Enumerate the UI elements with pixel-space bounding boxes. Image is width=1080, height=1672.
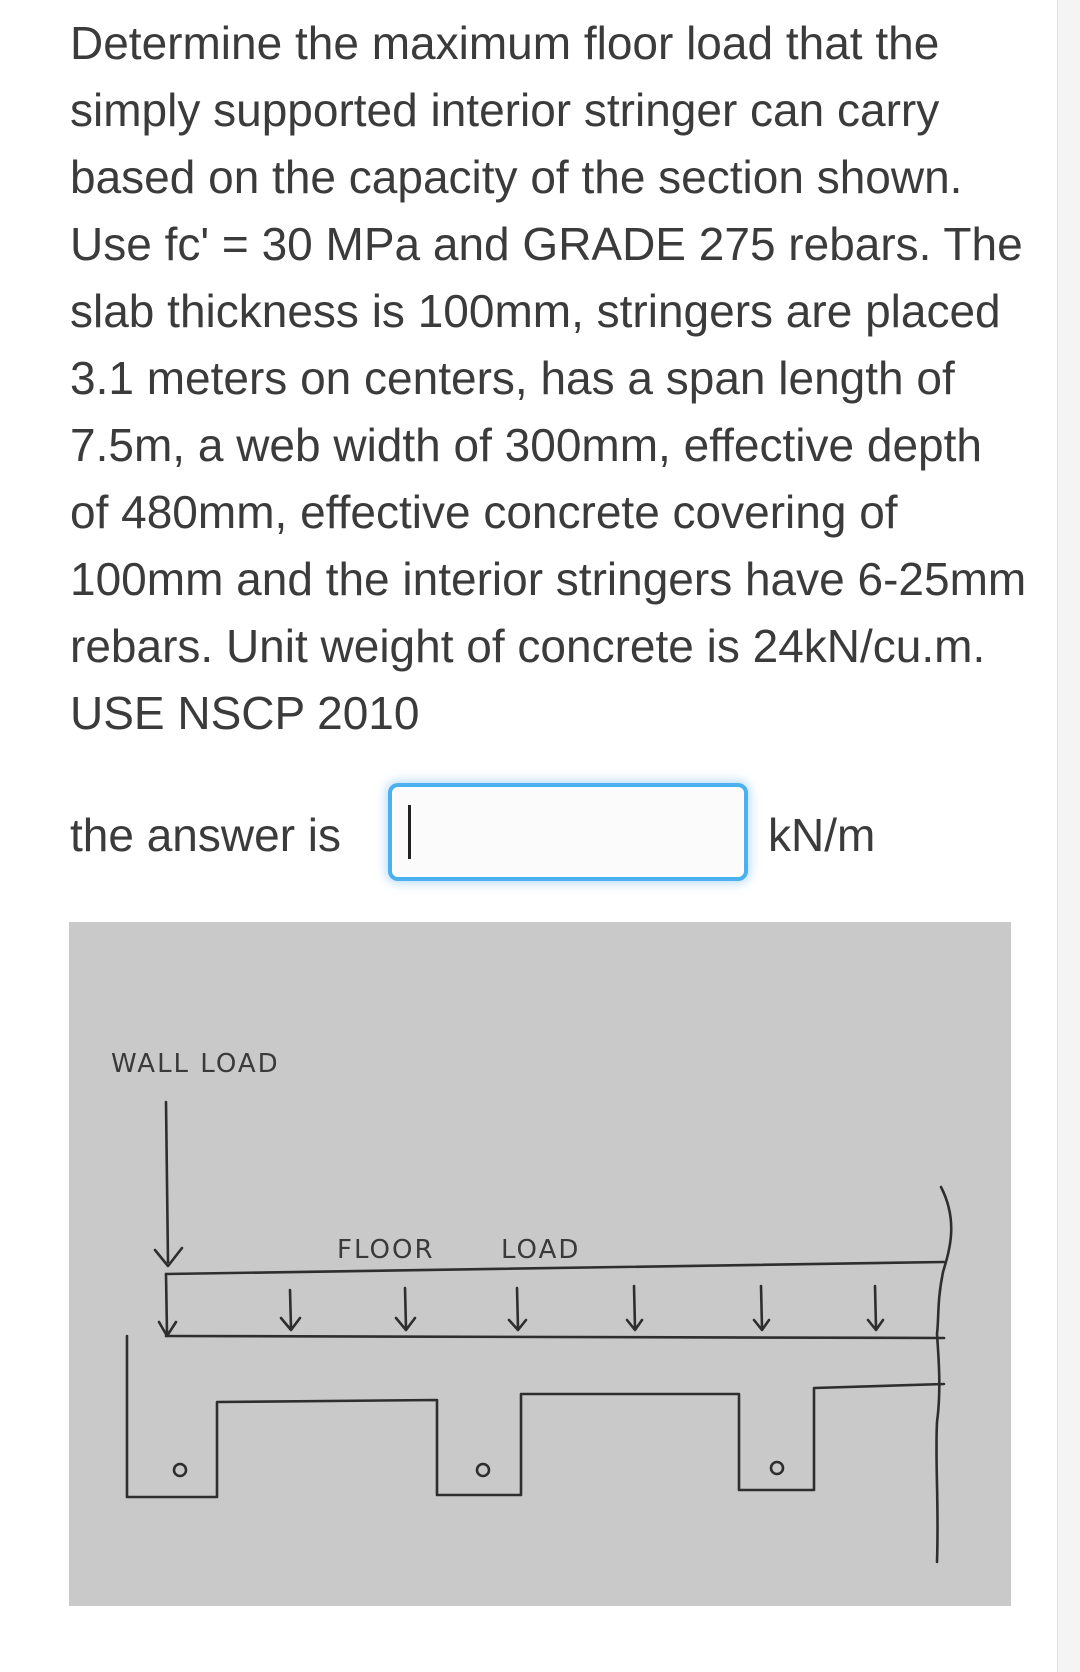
card-edge [1057, 0, 1080, 1672]
sketch-drawing [69, 922, 1011, 1606]
floor-load-arrow-4 [627, 1286, 642, 1330]
floor-load-arrow-3 [509, 1288, 526, 1330]
rebar-circle-2 [477, 1464, 489, 1476]
answer-input[interactable] [392, 787, 744, 877]
answer-unit-label: kN/m [768, 809, 876, 861]
slab-bottom-line [166, 1336, 944, 1338]
floor-load-arrow-5 [754, 1286, 769, 1330]
load-label: LOAD [501, 1235, 581, 1265]
question-text: Determine the maximum floor load that the simply supported interior stringer can carry based on the capacity of the section shown. Use fc' = 30 MPa and GRADE 275 rebars. The slab thickness is 100mm, stringers are placed 3.1 meters on centers, has a span length of 7.5m, a web width of 300mm, effective depth of 480mm, effective concrete covering of 100mm and the interior stringers have 6-25mm rebars. Unit weight of concrete is 24kN/cu.m. USE NSCP 2010 [70, 17, 1027, 739]
floor-load-arrow-6 [868, 1286, 883, 1330]
answer-prefix-label: the answer is [70, 809, 342, 861]
floor-label: FLOOR [337, 1235, 435, 1265]
rebar-circle-1 [174, 1464, 186, 1476]
answer-row [70, 787, 970, 883]
wall-load-arrow [155, 1102, 182, 1266]
wall-load-arrow-lower [159, 1274, 176, 1336]
wall-load-label: WALL LOAD [111, 1049, 280, 1079]
beam-section-sketch [69, 922, 1011, 1606]
rebar-circle-3 [771, 1462, 783, 1474]
floor-load-arrow-2 [396, 1288, 415, 1330]
beam-section-outline [127, 1336, 944, 1497]
text-caret [408, 805, 411, 859]
floor-load-arrow-1 [281, 1290, 300, 1330]
section-cut-edge [936, 1187, 951, 1562]
